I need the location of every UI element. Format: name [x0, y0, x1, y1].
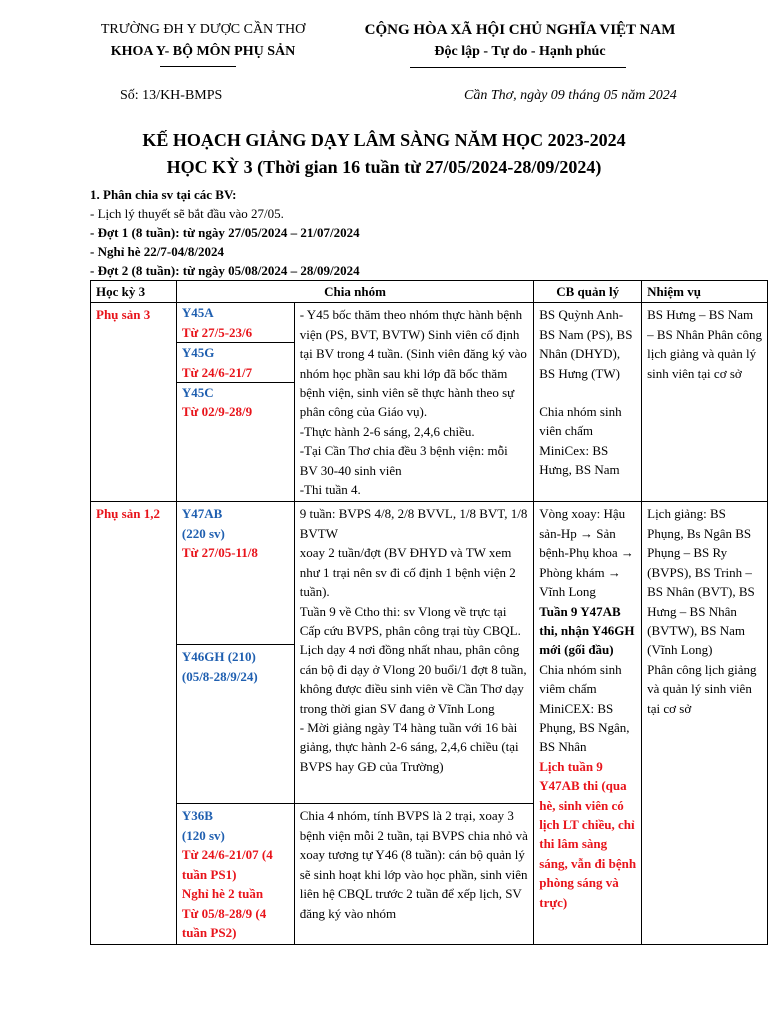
term-cell: Phụ sản 1,2 [91, 502, 177, 945]
group-name: Y46GH (210) [181, 649, 256, 665]
manager-cell [534, 502, 642, 945]
group-name: Y36B [181, 808, 213, 824]
national-motto: Độc lập - Tự do - Hạnh phúc [434, 44, 606, 59]
document-date: Cần Thơ, ngày 09 tháng 05 năm 2024 [464, 88, 677, 103]
manager-line: Chia nhóm sinh viên chấm MiniCex: BS Hưng, BS Nam [539, 404, 622, 478]
group-name: Y45C [181, 385, 214, 401]
group-period: Từ 24/6-21/07 (4 tuần PS1) [181, 847, 273, 882]
manager-line: BS Quỳnh Anh-BS Nam (PS), BS Nhân (DHYD), BS Hưng (TW) [539, 307, 633, 381]
group-cell [176, 383, 294, 502]
group-period: Từ 02/9-28/9 [181, 404, 253, 420]
table-row [91, 502, 768, 645]
description-cell [294, 303, 534, 502]
group-cell [176, 343, 294, 383]
table-header-row [91, 281, 768, 303]
left-underline [160, 66, 236, 67]
section-line: - Đợt 2 (8 tuần): từ ngày 05/08/2024 – 28/09/2024 [90, 263, 360, 278]
description-line: 9 tuần: BVPS 4/8, 2/8 BVVL, 1/8 BVT, 1/8 BVTW [299, 506, 528, 541]
group-name: Y45G [181, 345, 215, 361]
section-line: - Đợt 1 (8 tuần): từ ngày 27/05/2024 – 21/07/2024 [90, 225, 360, 240]
description-line: - Y45 bốc thăm theo nhóm thực hành bệnh viện (PS, BVT, BVTW) Sinh viên cố định tại BV trong 4 tuần. (Sinh viên đăng ký vào nhóm học phần sau khi lớp đã bốc thăm bệnh viện, sinh viên sẽ thực hành theo sự phân công của Giáo vụ). [299, 307, 527, 420]
manager-cell [534, 303, 642, 502]
description-line: -Thi tuần 4. [299, 482, 361, 498]
header-managers: CB quản lý [534, 281, 642, 303]
plan-subtitle: HỌC KỲ 3 (Thời gian 16 tuần từ 27/05/2024-28/09/2024) [166, 157, 602, 177]
duty-cell [642, 502, 768, 945]
group-period: Từ 05/8-28/9 (4 tuần PS2) [181, 905, 267, 940]
document-number: Số: 13/KH-BMPS [120, 88, 223, 103]
section-1 [90, 185, 360, 280]
right-underline [410, 67, 626, 68]
group-cell [176, 804, 294, 945]
table-row [91, 303, 768, 343]
group-period: Từ 27/05-11/8 [181, 545, 258, 561]
duty-line: Phân công lịch giảng và quản lý sinh viên tại cơ sở [647, 661, 757, 716]
description-line: -Thực hành 2-6 sáng, 2,4,6 chiều. [299, 423, 475, 439]
group-size: (120 sv) [181, 827, 225, 843]
duty-cell: BS Hưng – BS Nam – BS Nhân Phân công lịch giảng và quản lý sinh viên tại cơ sở [642, 303, 768, 502]
manager-line: Chia nhóm sinh viêm chấm MiniCEX: BS Phụng, BS Ngân, BS Nhân [539, 661, 630, 755]
description-cell [294, 502, 534, 804]
group-cell [176, 303, 294, 343]
description-cell: Chia 4 nhóm, tính BVPS là 2 trại, xoay 3 bệnh viện mỗi 2 tuần, tại BVPS chia nhỏ và xoay tương tự Y46 (8 tuần): cán bộ quản lý sẽ sinh hoạt khi lớp vào học phần, sinh viên liên hệ CBQL trước 2 tuần để xếp lịch, SV đăng ký vào nhóm [294, 804, 534, 945]
group-name: Y47AB [181, 506, 223, 522]
manager-line: Vòng xoay: Hậu sản-Hp → Sản bệnh-Phụ khoa → Phòng khám → Vĩnh Long [539, 506, 634, 600]
manager-line: Tuần 9 Y47AB thi, nhận Y46GH mới (gối đầu) [539, 603, 635, 658]
group-size: (220 sv) [181, 525, 225, 541]
header-term: Học kỳ 3 [91, 281, 177, 303]
schedule-table [90, 280, 768, 945]
group-period: Từ 24/6-21/7 [181, 364, 253, 380]
section-line: - Nghỉ hè 22/7-04/8/2024 [90, 244, 224, 259]
description-line: Lịch dạy 4 nơi đồng nhất nhau, phân công cán bộ đi dạy ở Vlong 20 buổi/1 đợt 8 tuần, không được điều sinh viên về Cần Thơ dạy trong thời gian SV đang ở Vĩnh Long [299, 642, 527, 716]
group-break: Nghỉ hè 2 tuần [181, 886, 264, 902]
national-title: CỘNG HÒA XÃ HỘI CHỦ NGHĨA VIỆT NAM [364, 22, 676, 38]
group-name: Y45A [181, 305, 214, 321]
group-period: (05/8-28/9/24) [181, 668, 258, 684]
department-name: KHOA Y- BỘ MÔN PHỤ SẢN [110, 44, 296, 59]
manager-note: Lịch tuần 9 Y47AB thi (qua hè, sinh viên có lịch LT chiều, chỉ thi lâm sàng sáng, vẫn đi bệnh phòng sáng và trực) [539, 758, 637, 910]
group-cell [176, 502, 294, 645]
duty-line: Lịch giảng: BS Phụng, Bs Ngân BS Phụng – BS Ry (BVPS), BS Trinh – BS Nhân (BVT), BS Hưng – BS Nhân (BVTW), BS Nam (Vĩnh Long) [647, 506, 755, 658]
group-period: Từ 27/5-23/6 [181, 324, 253, 340]
header-duty: Nhiệm vụ [642, 281, 768, 303]
term-cell: Phụ sản 3 [91, 303, 177, 502]
header-groups: Chia nhóm [176, 281, 533, 303]
description-line: - Mời giảng ngày T4 hàng tuần với 16 bài giảng, thực hành 2-6 sáng, 2,4,6 chiều (tại BVPS hay GĐ của Trường) [299, 719, 519, 774]
description-line: Tuần 9 về Ctho thi: sv Vlong về trực tại Cấp cứu BVPS, phân công trại tùy CBQL. [299, 603, 521, 638]
plan-title: KẾ HOẠCH GIẢNG DẠY LÂM SÀNG NĂM HỌC 2023-2024 [142, 130, 626, 150]
section-line: - Lịch lý thuyết sẽ bắt đầu vào 27/05. [90, 206, 284, 221]
description-line: -Tại Cần Thơ chia đều 3 bệnh viện: mỗi BV 30-40 sinh viên [299, 443, 508, 478]
section-heading: 1. Phân chia sv tại các BV: [90, 187, 237, 202]
school-name: TRƯỜNG ĐH Y DƯỢC CẦN THƠ [100, 22, 306, 37]
description-line: xoay 2 tuần/đợt (BV ĐHYD và TW xem như 1 trại nên sv đi cố định 1 bệnh viện 2 tuần). [299, 545, 516, 600]
group-cell [176, 645, 294, 804]
